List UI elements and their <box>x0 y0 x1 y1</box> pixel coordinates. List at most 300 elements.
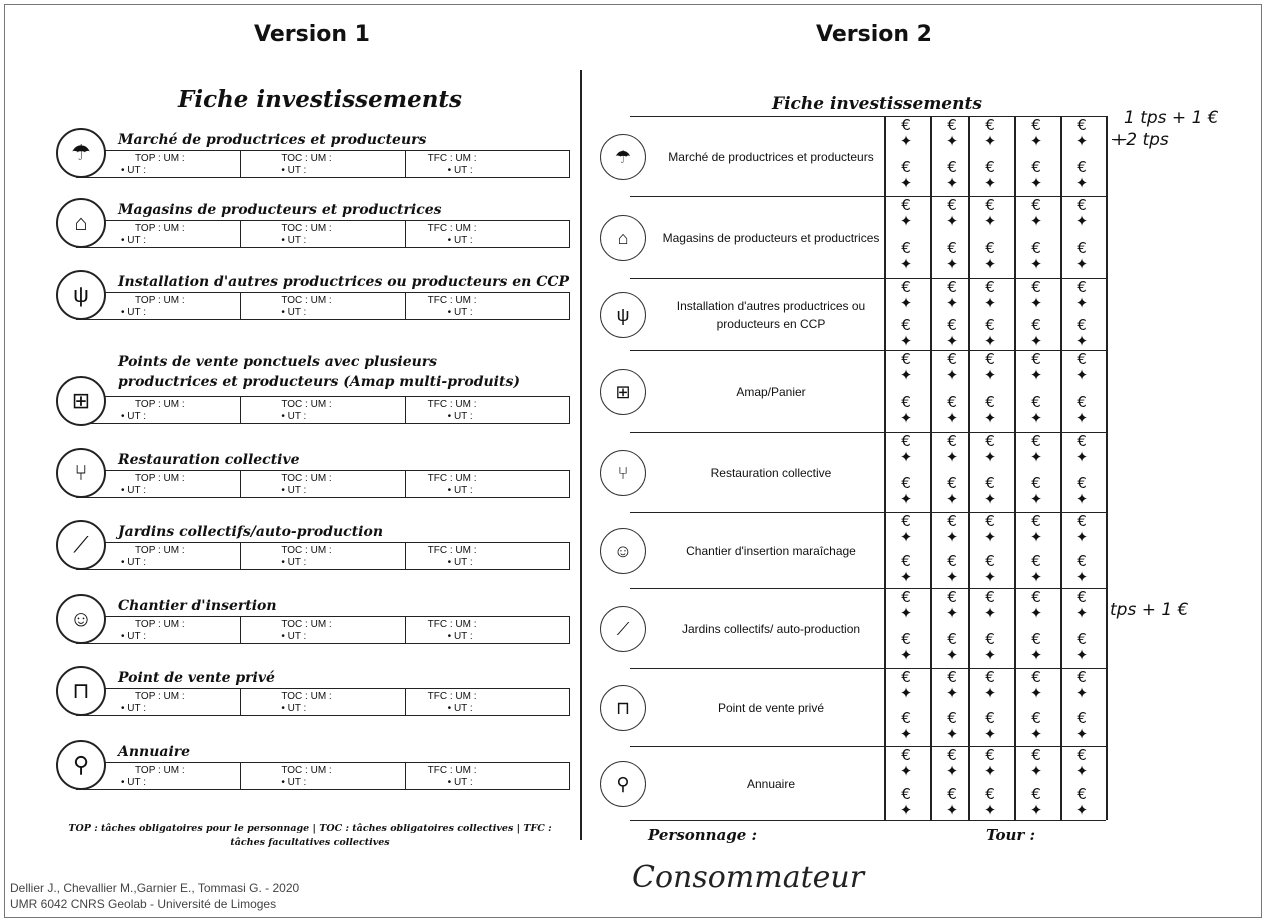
v1-item-name: Chantier d'insertion <box>118 598 277 614</box>
euro-icon: € <box>901 393 911 411</box>
euro-icon: € <box>1077 746 1087 764</box>
star-icon: ✦ <box>945 490 959 508</box>
personnage-label: Personnage : <box>648 826 758 844</box>
ut-text: UT : <box>127 557 146 568</box>
toc-um-label: TOC : UM : <box>281 765 332 776</box>
euro-icon: € <box>947 474 957 492</box>
euro-icon: € <box>1031 278 1041 296</box>
v1-task-row <box>76 542 570 570</box>
euro-icon: € <box>1031 196 1041 214</box>
star-icon: ✦ <box>1075 174 1089 192</box>
handwritten-note-2: +2 tps <box>1112 130 1169 150</box>
star-icon: ✦ <box>1029 762 1043 780</box>
euro-icon: € <box>1031 393 1041 411</box>
star-icon: ✦ <box>983 762 997 780</box>
ut-label: • UT : <box>447 235 473 246</box>
v2-table-row <box>615 668 1106 746</box>
star-icon: ✦ <box>1075 528 1089 546</box>
euro-icon: € <box>1077 116 1087 134</box>
star-icon: ✦ <box>1029 294 1043 312</box>
star-icon: ✦ <box>945 294 959 312</box>
euro-icon: € <box>1077 158 1087 176</box>
star-icon: ✦ <box>945 212 959 230</box>
ut-label: • UT : <box>447 165 473 176</box>
top-um-label: TOP : UM : <box>135 473 185 484</box>
star-icon: ✦ <box>899 490 913 508</box>
ut-text: UT : <box>453 777 473 788</box>
tfc-um-label: TFC : UM : <box>427 223 477 234</box>
ut-text: UT : <box>453 631 473 642</box>
ut-text: UT : <box>453 557 473 568</box>
euro-icon: € <box>1031 432 1041 450</box>
euro-icon: € <box>985 158 995 176</box>
euro-icon: € <box>947 432 957 450</box>
euro-icon: € <box>901 630 911 648</box>
ut-label: • UT : <box>121 631 146 642</box>
euro-icon: € <box>985 668 995 686</box>
euro-icon: € <box>947 350 957 368</box>
v2-row-label: Annuaire <box>746 776 796 791</box>
star-icon: ✦ <box>983 409 997 427</box>
ut-text: UT : <box>127 777 146 788</box>
v2-column-line <box>930 116 932 820</box>
star-icon: ✦ <box>983 490 997 508</box>
v2-table-row <box>617 432 1106 512</box>
worker-icon: ☺ <box>56 594 106 644</box>
toc-um-label: TOC : UM : <box>281 545 332 556</box>
star-icon: ✦ <box>983 332 997 350</box>
euro-icon: € <box>985 746 995 764</box>
tfc-cell <box>406 293 569 319</box>
star-icon: ✦ <box>1029 174 1043 192</box>
euro-icon: € <box>985 552 995 570</box>
v2-table-row <box>617 196 1106 278</box>
ut-text: UT : <box>127 485 146 496</box>
euro-icon: € <box>901 316 911 334</box>
ut-text: UT : <box>287 703 307 714</box>
star-icon: ✦ <box>945 132 959 150</box>
toc-cell <box>241 151 405 177</box>
v2-column-line <box>1014 116 1016 820</box>
euro-icon: € <box>985 316 995 334</box>
euro-icon: € <box>947 393 957 411</box>
top-um-label: TOP : UM : <box>135 295 185 306</box>
cutlery-icon: ⑂ <box>56 448 106 498</box>
euro-icon: € <box>1031 709 1041 727</box>
v1-legend: TOP : tâches obligatoires pour le personnage | TOC : tâches obligatoires collectives | TFC : tâches facultatives collectives <box>68 823 552 848</box>
euro-icon: € <box>947 552 957 570</box>
top-um-label: TOP : UM : <box>135 691 185 702</box>
star-icon: ✦ <box>945 332 959 350</box>
euro-icon: € <box>1077 432 1087 450</box>
ut-text: UT : <box>287 777 307 788</box>
star-icon: ✦ <box>945 366 959 384</box>
ut-text: UT : <box>127 235 146 246</box>
euro-icon: € <box>901 588 911 606</box>
v1-task-row <box>76 470 570 498</box>
star-icon: ✦ <box>899 684 913 702</box>
star-icon: ✦ <box>1029 212 1043 230</box>
euro-icon: € <box>901 116 911 134</box>
carrot-icon: ⟋ <box>600 606 646 652</box>
euro-icon: € <box>985 785 995 803</box>
star-icon: ✦ <box>1075 448 1089 466</box>
top-um-label: TOP : UM : <box>135 545 185 556</box>
ut-text: UT : <box>127 703 146 714</box>
euro-icon: € <box>1077 350 1087 368</box>
star-icon: ✦ <box>983 212 997 230</box>
star-icon: ✦ <box>1075 568 1089 586</box>
euro-icon: € <box>901 432 911 450</box>
v2-row-label: Jardins collectifs/ auto-production <box>681 621 861 636</box>
v2-row-label: Point de vente privé <box>717 700 825 715</box>
v1-task-row <box>76 220 570 248</box>
v1-task-row <box>76 150 570 178</box>
euro-icon: € <box>901 278 911 296</box>
star-icon: ✦ <box>899 448 913 466</box>
star-icon: ✦ <box>983 366 997 384</box>
parasol-icon: ☂ <box>600 134 646 180</box>
star-icon: ✦ <box>1029 490 1043 508</box>
v2-row-label: Installation d'autres productrices ou producteurs en CCP <box>676 298 866 331</box>
star-icon: ✦ <box>899 332 913 350</box>
tfc-um-label: TFC : UM : <box>427 399 477 410</box>
ut-text: UT : <box>287 235 307 246</box>
top-um-label: TOP : UM : <box>135 223 185 234</box>
euro-icon: € <box>1031 158 1041 176</box>
ut-label: • UT : <box>121 235 146 246</box>
ut-text: UT : <box>453 703 473 714</box>
v1-task-row <box>76 396 570 424</box>
ut-text: UT : <box>453 235 473 246</box>
tfc-um-label: TFC : UM : <box>427 619 477 630</box>
handwritten-signature: Consommateur <box>632 860 865 895</box>
tfc-cell <box>406 763 569 789</box>
euro-icon: € <box>985 474 995 492</box>
star-icon: ✦ <box>899 294 913 312</box>
magnifier-icon: ⚲ <box>56 740 106 790</box>
ut-label: • UT : <box>447 557 473 568</box>
v1-item <box>56 594 576 654</box>
euro-icon: € <box>1031 239 1041 257</box>
tfc-um-label: TFC : UM : <box>427 295 477 306</box>
ut-label: • UT : <box>121 485 146 496</box>
shopping-bag-icon: ⊓ <box>56 666 106 716</box>
v1-item-name: Magasins de producteurs et productrices <box>118 202 442 218</box>
ut-label: • UT : <box>447 631 473 642</box>
v1-item <box>56 354 576 434</box>
ut-text: UT : <box>127 165 146 176</box>
star-icon: ✦ <box>1075 684 1089 702</box>
ut-label: • UT : <box>447 485 473 496</box>
ut-text: UT : <box>287 165 307 176</box>
euro-icon: € <box>1031 512 1041 530</box>
v2-table-row <box>614 116 1106 196</box>
euro-icon: € <box>985 116 995 134</box>
star-icon: ✦ <box>1029 568 1043 586</box>
v2-column-line <box>1060 116 1062 820</box>
shopping-bag-icon: ⊓ <box>600 685 646 731</box>
ut-label: • UT : <box>121 307 146 318</box>
tour-label: Tour : <box>986 826 1036 844</box>
toc-um-label: TOC : UM : <box>281 473 332 484</box>
star-icon: ✦ <box>899 212 913 230</box>
credits-line2: UMR 6042 CNRS Geolab - Université de Limoges <box>10 897 277 911</box>
sprouts-icon: ψ <box>56 270 106 320</box>
ut-label: • UT : <box>281 703 307 714</box>
euro-icon: € <box>947 588 957 606</box>
tfc-cell <box>406 617 569 643</box>
star-icon: ✦ <box>899 255 913 273</box>
star-icon: ✦ <box>983 448 997 466</box>
star-icon: ✦ <box>945 646 959 664</box>
toc-cell <box>241 763 405 789</box>
v1-item-name: Jardins collectifs/auto-production <box>118 524 384 540</box>
ut-label: • UT : <box>447 703 473 714</box>
star-icon: ✦ <box>899 409 913 427</box>
ut-text: UT : <box>287 485 307 496</box>
v2-table-row <box>613 512 1106 588</box>
ut-text: UT : <box>287 631 307 642</box>
v1-item-name: Marché de productrices et producteurs <box>118 132 427 148</box>
star-icon: ✦ <box>983 174 997 192</box>
tfc-um-label: TFC : UM : <box>427 545 477 556</box>
v1-item-name: Annuaire <box>118 744 191 760</box>
store-icon: ⌂ <box>600 215 646 261</box>
v1-item <box>56 198 576 258</box>
ut-label: • UT : <box>281 411 307 422</box>
tfc-cell <box>406 221 569 247</box>
ut-label: • UT : <box>281 307 307 318</box>
v1-item <box>56 448 576 508</box>
euro-icon: € <box>1031 630 1041 648</box>
ut-label: • UT : <box>281 777 307 788</box>
star-icon: ✦ <box>1029 725 1043 743</box>
euro-icon: € <box>985 196 995 214</box>
toc-um-label: TOC : UM : <box>281 153 332 164</box>
v2-sheet-title: Fiche investissements <box>772 94 982 114</box>
euro-icon: € <box>985 393 995 411</box>
tfc-cell <box>406 689 569 715</box>
star-icon: ✦ <box>899 366 913 384</box>
star-icon: ✦ <box>1029 409 1043 427</box>
ut-text: UT : <box>127 411 146 422</box>
star-icon: ✦ <box>1075 646 1089 664</box>
ut-label: • UT : <box>281 631 307 642</box>
v1-item-name: Points de vente ponctuels avec plusieurs productrices et producteurs (Amap multi-produits) <box>118 354 520 390</box>
magnifier-icon: ⚲ <box>600 761 646 807</box>
euro-icon: € <box>1031 350 1041 368</box>
star-icon: ✦ <box>1029 684 1043 702</box>
euro-icon: € <box>947 512 957 530</box>
euro-icon: € <box>901 512 911 530</box>
star-icon: ✦ <box>983 604 997 622</box>
cutlery-icon: ⑂ <box>600 450 646 496</box>
v2-row-label: Chantier d'insertion maraîchage <box>686 543 856 558</box>
star-icon: ✦ <box>945 604 959 622</box>
ut-label: • UT : <box>281 165 307 176</box>
euro-icon: € <box>901 350 911 368</box>
star-icon: ✦ <box>945 448 959 466</box>
euro-icon: € <box>1031 552 1041 570</box>
star-icon: ✦ <box>945 568 959 586</box>
v1-item-name: Restauration collective <box>118 452 300 468</box>
ut-label: • UT : <box>121 557 146 568</box>
ut-text: UT : <box>453 485 473 496</box>
v2-column-line <box>884 116 886 820</box>
star-icon: ✦ <box>945 174 959 192</box>
toc-cell <box>241 617 405 643</box>
ut-text: UT : <box>127 631 146 642</box>
star-icon: ✦ <box>899 762 913 780</box>
euro-icon: € <box>947 709 957 727</box>
top-um-label: TOP : UM : <box>135 765 185 776</box>
star-icon: ✦ <box>899 725 913 743</box>
euro-icon: € <box>1031 668 1041 686</box>
v2-row-label: Restauration collective <box>710 465 832 480</box>
ut-text: UT : <box>453 165 473 176</box>
euro-icon: € <box>901 709 911 727</box>
ut-text: UT : <box>287 557 307 568</box>
star-icon: ✦ <box>899 174 913 192</box>
star-icon: ✦ <box>899 568 913 586</box>
tfc-cell <box>406 397 569 423</box>
star-icon: ✦ <box>1075 132 1089 150</box>
handwritten-note-3: tps + 1 € <box>1110 600 1189 620</box>
star-icon: ✦ <box>899 528 913 546</box>
v2-row-label: Marché de productrices et producteurs <box>668 149 874 164</box>
star-icon: ✦ <box>1075 332 1089 350</box>
star-icon: ✦ <box>945 684 959 702</box>
euro-icon: € <box>1031 588 1041 606</box>
star-icon: ✦ <box>1029 646 1043 664</box>
euro-icon: € <box>1077 630 1087 648</box>
star-icon: ✦ <box>945 255 959 273</box>
top-um-label: TOP : UM : <box>135 153 185 164</box>
star-icon: ✦ <box>983 255 997 273</box>
top-um-label: TOP : UM : <box>135 399 185 410</box>
star-icon: ✦ <box>1075 294 1089 312</box>
v1-sheet-title: Fiche investissements <box>178 86 462 113</box>
ut-label: • UT : <box>121 411 146 422</box>
euro-icon: € <box>1077 668 1087 686</box>
toc-um-label: TOC : UM : <box>281 691 332 702</box>
ut-text: UT : <box>287 307 307 318</box>
euro-icon: € <box>1031 316 1041 334</box>
basket-icon: ⊞ <box>600 369 646 415</box>
euro-icon: € <box>985 350 995 368</box>
toc-cell <box>241 543 405 569</box>
euro-icon: € <box>985 512 995 530</box>
euro-icon: € <box>947 630 957 648</box>
euro-icon: € <box>901 158 911 176</box>
euro-icon: € <box>947 316 957 334</box>
ut-label: • UT : <box>447 411 473 422</box>
tfc-um-label: TFC : UM : <box>427 691 477 702</box>
star-icon: ✦ <box>1029 604 1043 622</box>
star-icon: ✦ <box>1075 725 1089 743</box>
sprouts-icon: ψ <box>600 292 646 338</box>
star-icon: ✦ <box>1029 448 1043 466</box>
star-icon: ✦ <box>1075 366 1089 384</box>
star-icon: ✦ <box>983 568 997 586</box>
v2-column-line <box>968 116 970 820</box>
euro-icon: € <box>1077 196 1087 214</box>
top-um-label: TOP : UM : <box>135 619 185 630</box>
euro-icon: € <box>947 158 957 176</box>
worker-icon: ☺ <box>600 528 646 574</box>
ut-label: • UT : <box>121 703 146 714</box>
v2-row-label: Amap/Panier <box>736 384 806 399</box>
star-icon: ✦ <box>945 409 959 427</box>
euro-icon: € <box>1031 746 1041 764</box>
euro-icon: € <box>901 474 911 492</box>
euro-icon: € <box>1077 278 1087 296</box>
star-icon: ✦ <box>983 646 997 664</box>
star-icon: ✦ <box>945 762 959 780</box>
v1-item-name: Installation d'autres productrices ou producteurs en CCP <box>118 274 570 290</box>
euro-icon: € <box>901 785 911 803</box>
toc-cell <box>241 689 405 715</box>
v1-task-row <box>76 762 570 790</box>
star-icon: ✦ <box>1029 332 1043 350</box>
toc-cell <box>241 293 405 319</box>
ut-label: • UT : <box>121 777 146 788</box>
star-icon: ✦ <box>1029 255 1043 273</box>
star-icon: ✦ <box>899 604 913 622</box>
version2-heading: Version 2 <box>816 22 932 47</box>
ut-text: UT : <box>453 411 473 422</box>
euro-icon: € <box>1077 512 1087 530</box>
tfc-cell <box>406 543 569 569</box>
v1-item <box>56 128 576 188</box>
euro-icon: € <box>901 668 911 686</box>
toc-um-label: TOC : UM : <box>281 399 332 410</box>
star-icon: ✦ <box>1075 490 1089 508</box>
toc-cell <box>241 397 405 423</box>
star-icon: ✦ <box>945 801 959 819</box>
star-icon: ✦ <box>945 725 959 743</box>
store-icon: ⌂ <box>56 198 106 248</box>
toc-um-label: TOC : UM : <box>281 619 332 630</box>
euro-icon: € <box>1077 709 1087 727</box>
version1-heading: Version 1 <box>254 22 370 47</box>
v2-table-row <box>616 588 1106 668</box>
ut-text: UT : <box>453 307 473 318</box>
euro-icon: € <box>1077 785 1087 803</box>
v1-item <box>56 270 576 330</box>
v1-item <box>56 520 576 580</box>
ut-label: • UT : <box>281 235 307 246</box>
handwritten-note-2-text: 2 tps <box>1126 130 1169 150</box>
euro-icon: € <box>985 588 995 606</box>
divider <box>580 70 582 840</box>
euro-icon: € <box>947 196 957 214</box>
euro-icon: € <box>1031 474 1041 492</box>
carrot-icon: ⟋ <box>56 520 106 570</box>
euro-icon: € <box>1077 316 1087 334</box>
euro-icon: € <box>985 278 995 296</box>
euro-icon: € <box>901 552 911 570</box>
star-icon: ✦ <box>1029 528 1043 546</box>
parasol-icon: ☂ <box>56 128 106 178</box>
euro-icon: € <box>1077 588 1087 606</box>
euro-icon: € <box>1077 239 1087 257</box>
v1-task-row <box>76 616 570 644</box>
euro-icon: € <box>901 239 911 257</box>
star-icon: ✦ <box>983 684 997 702</box>
v2-table-row <box>616 278 1106 350</box>
